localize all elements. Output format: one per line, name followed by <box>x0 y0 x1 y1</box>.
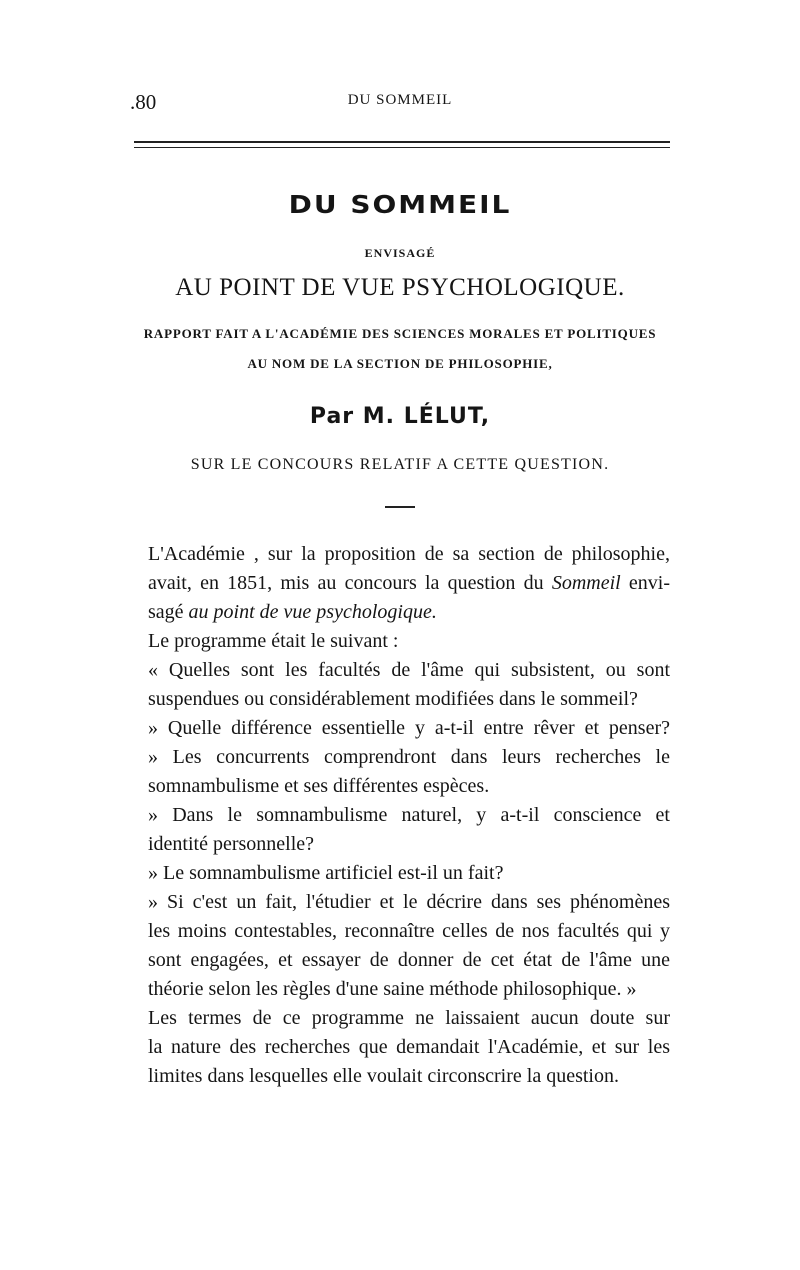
text-line: théorie selon les règles d'une saine méthode philosophique. » <box>148 978 637 1000</box>
text-line: L'Académie , sur la proposition de sa section de philosophie, <box>148 543 670 565</box>
header-rule-thin <box>134 147 670 148</box>
text-line: » Les concurrents comprendront dans leurs recherches le <box>148 746 670 768</box>
text-line: » Le somnambulisme artificiel est-il un fait? <box>148 862 504 884</box>
text-line: suspendues ou considérablement modifiées dans le sommeil? <box>148 688 638 710</box>
text-line: » Si c'est un fait, l'étudier et le décrire dans ses phénomènes <box>148 891 670 913</box>
author-line: Par M. LÉLUT, <box>309 404 491 429</box>
paragraph-question-3 <box>130 743 670 801</box>
text-line: Les termes de ce programme ne laissaient aucun doute sur <box>148 1007 670 1029</box>
running-header <box>130 90 670 114</box>
text-line <box>130 598 670 627</box>
text-span: sagé <box>148 601 189 623</box>
text-line: la nature des recherches que demandait l'Académie, et sur les <box>148 1036 670 1058</box>
text-line: identité personnelle? <box>148 833 315 855</box>
paragraph-question-2 <box>130 714 670 743</box>
text-line: sont engagées, et essayer de donner de cet état de l'âme une <box>148 949 670 971</box>
text-line: somnambulisme et ses différentes espèces. <box>148 775 490 797</box>
paragraph-question-5 <box>130 859 670 888</box>
header-rule-thick <box>134 141 670 143</box>
text-span: envi- <box>620 572 671 594</box>
paragraph-question-4 <box>130 801 670 859</box>
running-title: DU SOMMEIL <box>347 92 453 108</box>
text-line: » Dans le somnambulisme naturel, y a-t-il conscience et <box>148 804 670 826</box>
title-envisage: ENVISAGÉ <box>364 246 436 260</box>
rapport-line-1: RAPPORT FAIT A L'ACADÉMIE DES SCIENCES MORALES ET POLITIQUES <box>143 326 657 341</box>
text-span: avait, en 1851, mis au concours la question du <box>148 572 552 594</box>
concours-line: SUR LE CONCOURS RELATIF A CETTE QUESTION. <box>190 456 610 473</box>
paragraph-intro <box>130 540 670 627</box>
section-dash <box>385 506 415 508</box>
paragraph-question-1 <box>130 656 670 714</box>
body-text <box>130 540 670 1091</box>
chapter-title: DU SOMMEIL <box>288 189 512 220</box>
paragraph-programme <box>130 627 670 656</box>
text-line: » Quelle différence essentielle y a-t-il entre rêver et penser? <box>148 717 670 739</box>
paragraph-question-6 <box>130 888 670 1004</box>
page-number: .80 <box>130 90 157 114</box>
text-line: les moins contestables, reconnaître celles de nos facultés qui y <box>148 920 670 942</box>
rapport-line-2: AU NOM DE LA SECTION DE PHILOSOPHIE, <box>247 356 553 371</box>
chapter-subtitle: AU POINT DE VUE PSYCHOLOGIQUE. <box>175 274 625 301</box>
italic-text: au point de vue psychologique. <box>188 601 437 623</box>
italic-text: Sommeil <box>551 572 621 594</box>
text-line: « Quelles sont les facultés de l'âme qui subsistent, ou sont <box>148 659 670 681</box>
text-line <box>130 569 670 598</box>
text-line: Le programme était le suivant : <box>148 630 399 652</box>
paragraph-closing <box>130 1004 670 1091</box>
text-line: limites dans lesquelles elle voulait circonscrire la question. <box>148 1065 619 1087</box>
